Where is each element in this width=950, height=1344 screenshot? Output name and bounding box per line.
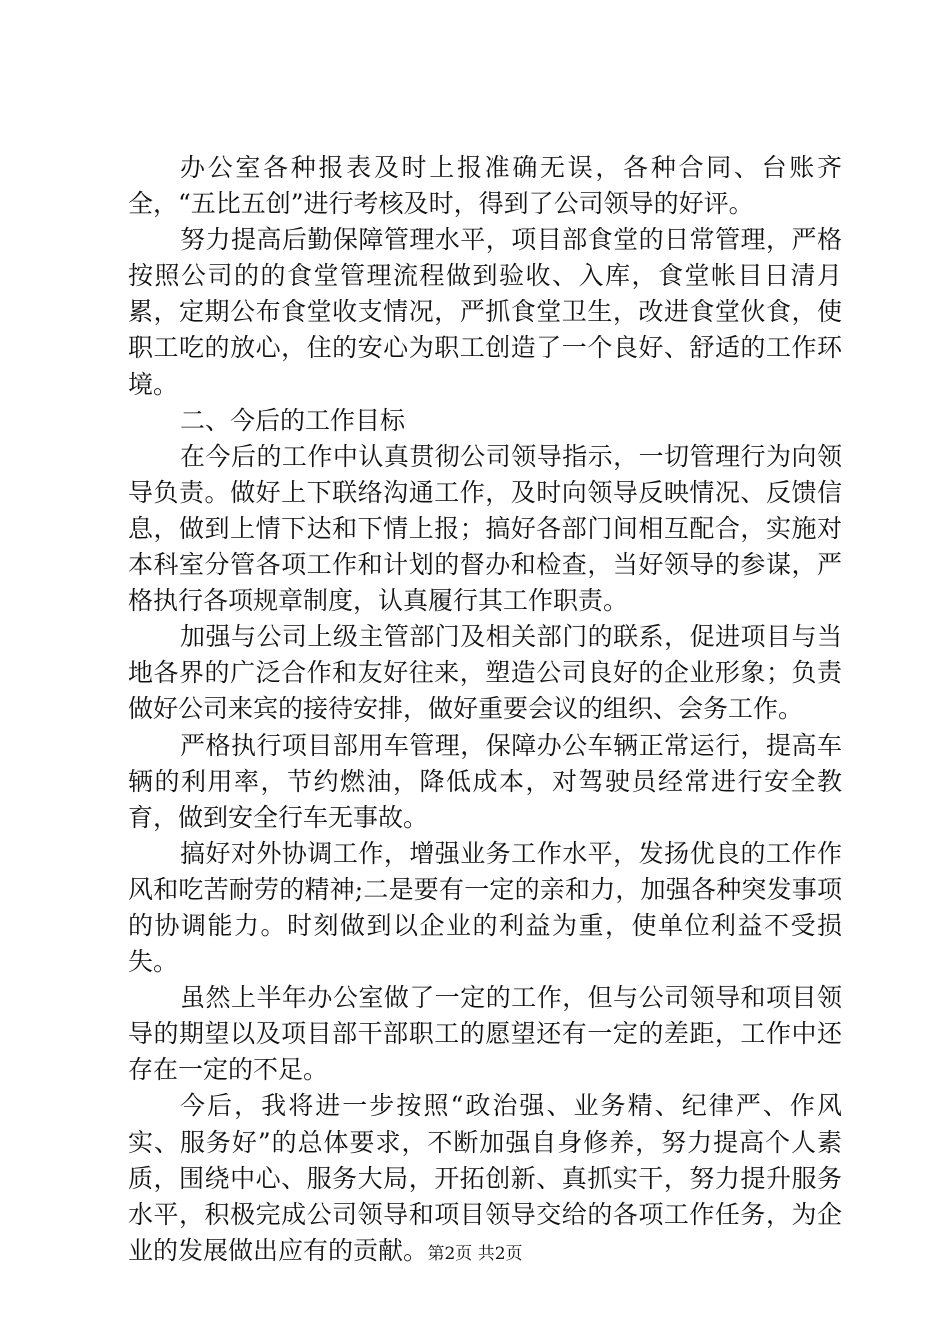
paragraph-external-relations: 加强与公司上级主管部门及相关部门的联系，促进项目与当地各界的广泛合作和友好往来，塑造公司良好的企业形象；负责做好公司来宾的接待安排，做好重要会议的组织、会务工作。 <box>128 622 842 724</box>
section-heading-future-goals: 二、今后的工作目标 <box>180 405 406 435</box>
paragraph-shortcomings: 虽然上半年办公室做了一定的工作，但与公司领导和项目领导的期望以及项目部干部职工的愿望还有一定的差距，工作中还存在一定的不足。 <box>128 983 842 1085</box>
paragraph-leadership-directives: 在今后的工作中认真贯彻公司领导指示，一切管理行为向领导负责。做好上下联络沟通工作，及时向领导反映情况、反馈信息，做到上情下达和下情上报；搞好各部门间相互配合，实施对本科室分管各项工作和计划的督办和检查，当好领导的参谋，严格执行各项规章制度，认真履行其工作职责。 <box>128 441 842 616</box>
paragraph-future-commitment: 今后，我将进一步按照“政治强、业务精、纪律严、作风实、服务好”的总体要求，不断加强自身修养，努力提高个人素质，围绕中心、服务大局，开拓创新、真抓实干，努力提升服务水平，积极完成公司领导和项目领导交给的各项工作任务，为企业的发展做出应有的贡献。 <box>128 1091 842 1265</box>
paragraph-report-accuracy: 办公室各种报表及时上报准确无误，各种合同、台账齐全，“五比五创”进行考核及时，得到了公司领导的好评。 <box>128 153 842 219</box>
document-body <box>128 150 842 1269</box>
paragraph-coordination-work: 搞好对外协调工作，增强业务工作水平，发扬优良的工作作风和吃苦耐劳的精神;二是要有一定的亲和力，加强各种突发事项的协调能力。时刻做到以企业的利益为重，使单位利益不受损失。 <box>128 838 842 977</box>
paragraph-vehicle-management: 严格执行项目部用车管理，保障办公车辆正常运行，提高车辆的利用率，节约燃油，降低成本，对驾驶员经常进行安全教育，做到安全行车无事故。 <box>128 730 842 832</box>
page-footer: 第2页 共2页 <box>427 1244 523 1264</box>
paragraph-logistics-canteen: 努力提高后勤保障管理水平，项目部食堂的日常管理，严格按照公司的的食堂管理流程做到验收、入库，食堂帐目日清月累，定期公布食堂收支情况，严抓食堂卫生，改进食堂伙食，使职工吃的放心，住的安心为职工创造了一个良好、舒适的工作环境。 <box>128 225 842 399</box>
